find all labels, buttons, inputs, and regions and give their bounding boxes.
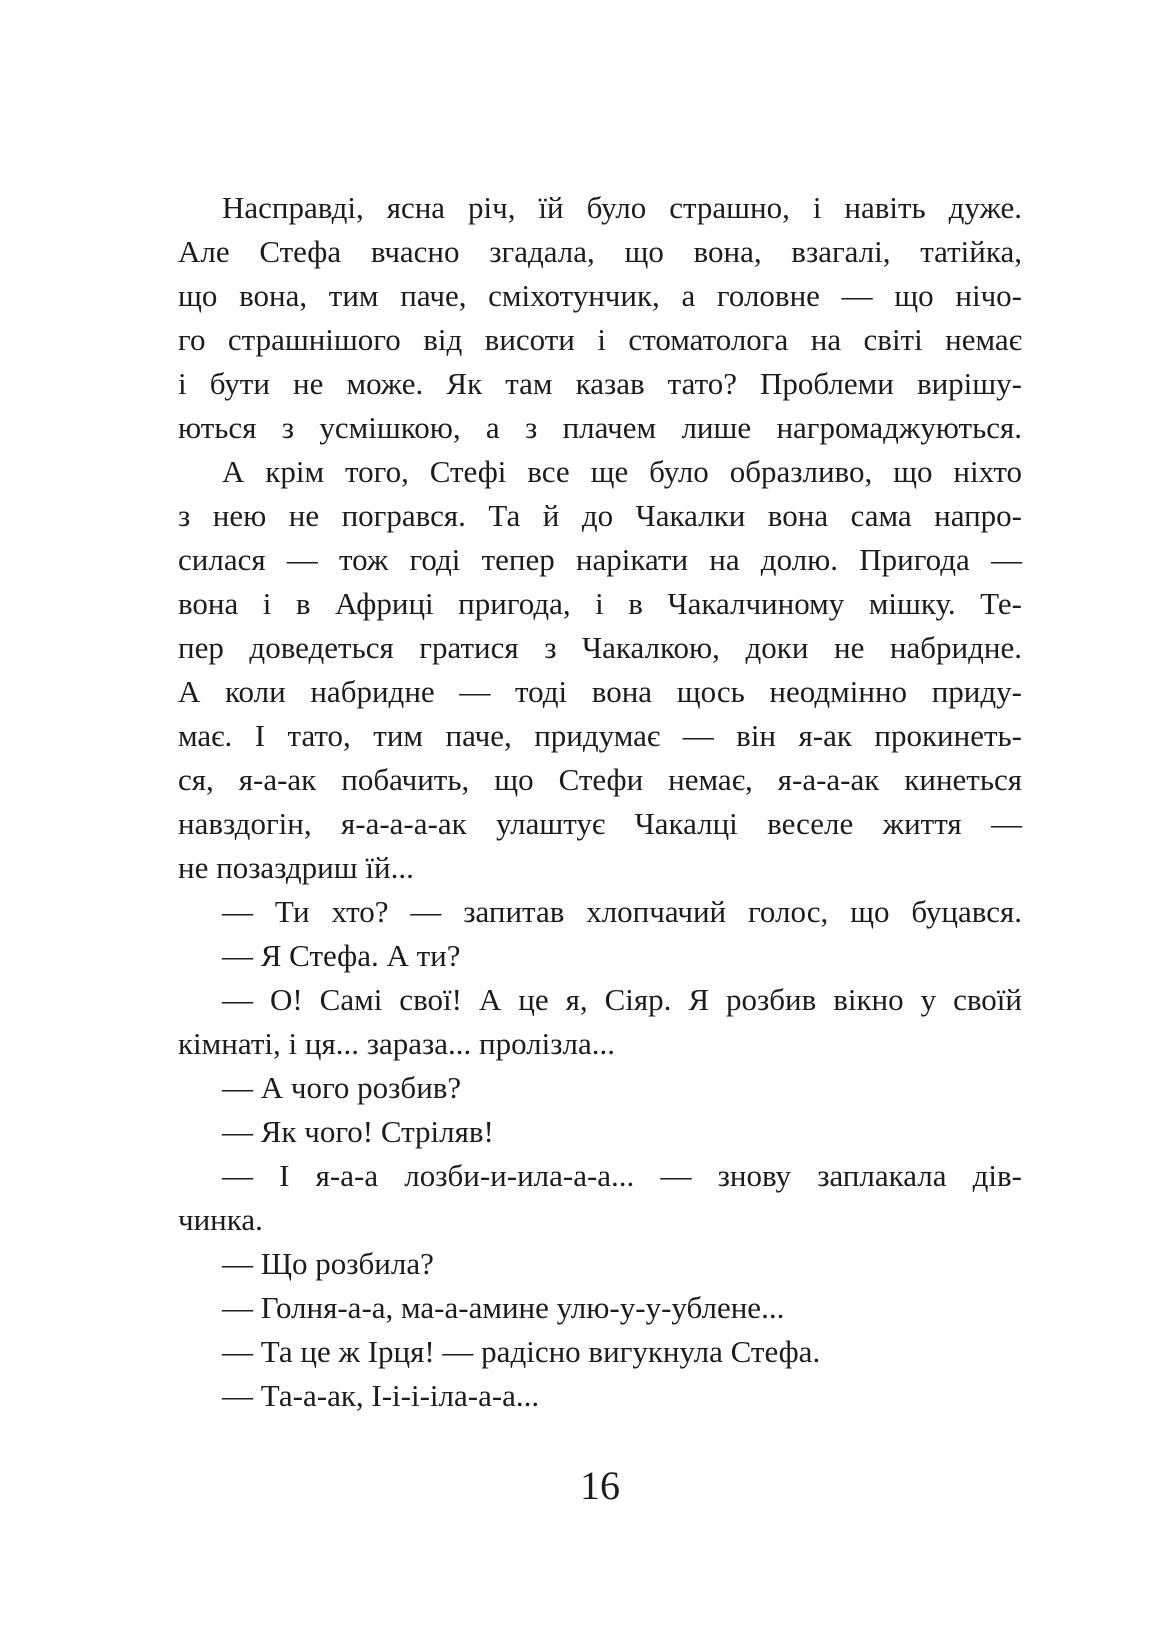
text-line: ються з усмішкою, а з плачем лише нагромаджуються.: [178, 410, 1022, 445]
text-line: чинка.: [178, 1202, 263, 1237]
text-line: кімнаті, і ця... зараза... пролізла...: [178, 1026, 615, 1061]
dialogue-line: — Та-а-ак, І-і-і-іла-а-а...: [222, 1378, 540, 1413]
text-line: має. І тато, тим паче, придумає — він я-ак прокинеть-: [178, 718, 1022, 753]
dialogue-line: — О! Самі свої! А це я, Сіяр. Я розбив вікно у своїй: [222, 982, 1022, 1017]
text-line: Насправді, ясна річ, їй було страшно, і навіть дуже.: [222, 190, 1022, 225]
page-number: 16: [580, 1463, 620, 1508]
text-line: навздогін, я-а-а-а-ак улаштує Чакалці веселе життя —: [178, 806, 1022, 841]
dialogue-line: — Та це ж Ірця! — радісно вигукнула Стефа.: [222, 1334, 821, 1369]
text-line: го страшнішого від висоти і стоматолога на світі немає: [178, 322, 1022, 357]
dialogue-line: — І я-а-а лозби-и-ила-а-а... — знову заплакала дів-: [222, 1158, 1022, 1193]
text-line: з нею не погрався. Та й до Чакалки вона сама напро-: [178, 498, 1022, 533]
text-line: вона і в Африці пригода, і в Чакалчиному мішку. Те-: [178, 586, 1022, 621]
text-line: пер доведеться гратися з Чакалкою, доки не набридне.: [178, 630, 1022, 665]
dialogue-line: — А чого розбив?: [222, 1070, 462, 1105]
text-line: ся, я-а-ак побачить, що Стефи немає, я-а-а-ак кинеться: [178, 762, 1022, 797]
text-line: А коли набридне — тоді вона щось неодмінно приду-: [178, 674, 1022, 709]
text-line: що вона, тим паче, сміхотунчик, а головне — що нічо-: [178, 278, 1022, 313]
dialogue-line: — Ти хто? — запитав хлопчачий голос, що буцався.: [222, 894, 1022, 929]
dialogue-line: — Що розбила?: [222, 1246, 434, 1281]
dialogue-line: — Я Стефа. А ти?: [222, 938, 461, 973]
dialogue-line: — Як чого! Стріляв!: [222, 1114, 494, 1149]
text-line: і бути не може. Як там казав тато? Проблеми вирішу-: [178, 366, 1022, 401]
dialogue-line: — Голня-а-а, ма-а-амине улю-у-у-ублене...: [222, 1290, 785, 1325]
text-line: силася — тож годі тепер нарікати на долю. Пригода —: [178, 542, 1022, 577]
body-text: [178, 186, 1022, 1418]
text-line: А крім того, Стефі все ще було образливо, що ніхто: [222, 454, 1022, 489]
text-line: не позаздриш їй...: [178, 850, 414, 885]
text-line: Але Стефа вчасно згадала, що вона, взагалі, татійка,: [178, 234, 1022, 269]
